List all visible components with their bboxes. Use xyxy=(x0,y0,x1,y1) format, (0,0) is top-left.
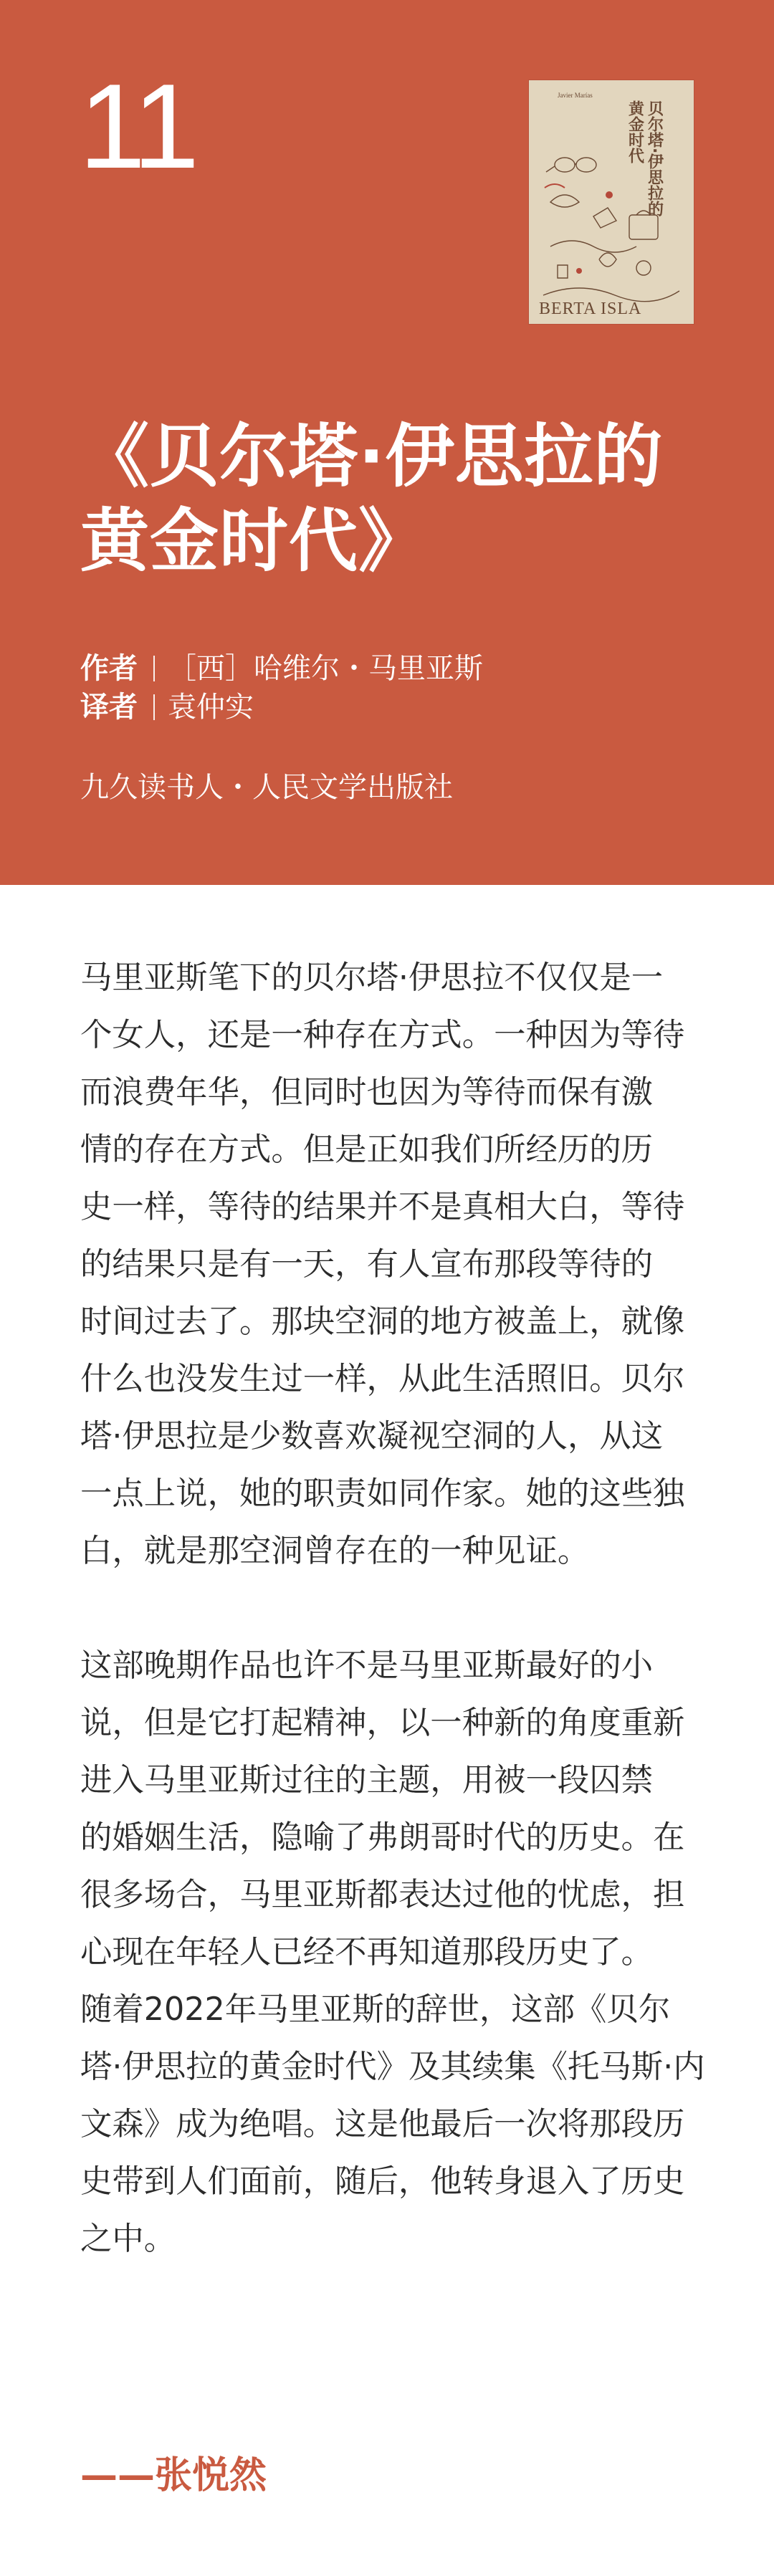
book-title-line: 黄金时代》 xyxy=(80,501,428,581)
credit-role: 作者 xyxy=(80,652,138,685)
credit-name: ［西］哈维尔・马里亚斯 xyxy=(168,652,483,685)
text-line: 的结果只是有一天，有人宣布那段等待的 xyxy=(80,1246,654,1283)
text-line: 时间过去了。那块空洞的地方被盖上，就像 xyxy=(80,1303,685,1340)
text-line: 之中。 xyxy=(80,2221,176,2257)
text-line: 而浪费年华，但同时也因为等待而保有激 xyxy=(80,1074,654,1111)
list-number: 11 xyxy=(79,59,196,193)
divider xyxy=(153,694,155,720)
author-credit xyxy=(80,649,483,688)
text-line: 塔·伊思拉的黄金时代》及其续集《托马斯·内 xyxy=(80,2049,705,2085)
book-title-line: 《贝尔塔·伊思拉的 xyxy=(80,416,664,497)
credit-role: 译者 xyxy=(80,691,138,724)
paragraph xyxy=(80,1637,705,2268)
review-body xyxy=(80,949,705,2268)
text-line: 随着2022年马里亚斯的辞世，这部《贝尔 xyxy=(80,1991,671,2028)
credit-name: 袁仲实 xyxy=(168,691,254,724)
text-line: 个女人，还是一种存在方式。一种因为等待 xyxy=(80,1017,685,1053)
translator-credit xyxy=(80,688,483,727)
text-line: 这部晚期作品也许不是马里亚斯最好的小 xyxy=(80,1647,654,1684)
text-line: 白，就是那空洞曾存在的一种见证。 xyxy=(80,1533,590,1569)
cover-title-vertical-1: 贝尔塔·伊思拉的 xyxy=(645,100,664,217)
cover-title-en: BERTA ISLA xyxy=(539,300,642,318)
header-banner xyxy=(0,0,774,885)
text-line: 心现在年轻人已经不再知道那段历史了。 xyxy=(80,1934,654,1971)
divider xyxy=(153,656,155,681)
book-title xyxy=(80,414,663,583)
text-line: 情的存在方式。但是正如我们所经历的历 xyxy=(80,1131,654,1168)
paragraph xyxy=(80,949,697,1580)
text-line: 什么也没发生过一样，从此生活照旧。贝尔 xyxy=(80,1361,685,1397)
text-line: 史带到人们面前，随后，他转身退入了历史 xyxy=(80,2163,685,2200)
text-line: 很多场合，马里亚斯都表达过他的忧虑，担 xyxy=(80,1877,685,1913)
text-line: 说，但是它打起精神，以一种新的角度重新 xyxy=(80,1705,685,1741)
text-line: 的婚姻生活，隐喻了弗朗哥时代的历史。在 xyxy=(80,1819,685,1856)
text-line: 塔·伊思拉是少数喜欢凝视空洞的人，从这 xyxy=(80,1418,664,1455)
text-line: 史一样，等待的结果并不是真相大白，等待 xyxy=(80,1189,685,1225)
text-line: 马里亚斯笔下的贝尔塔·伊思拉不仅仅是一 xyxy=(80,959,664,996)
text-line: 一点上说，她的职责如同作家。她的这些独 xyxy=(80,1475,685,1512)
credits xyxy=(80,649,483,727)
cover-author: Javier Marías xyxy=(558,92,593,99)
text-line: 文森》成为绝唱。这是他最后一次将那段历 xyxy=(80,2106,685,2142)
book-cover xyxy=(529,80,694,324)
text-line: 进入马里亚斯过往的主题，用被一段囚禁 xyxy=(80,1762,654,1799)
cover-title-vertical-2: 黄金时代 xyxy=(626,100,644,163)
publisher: 九久读书人・人民文学出版社 xyxy=(80,771,453,804)
reviewer-signature: ——张悦然 xyxy=(80,2454,267,2497)
